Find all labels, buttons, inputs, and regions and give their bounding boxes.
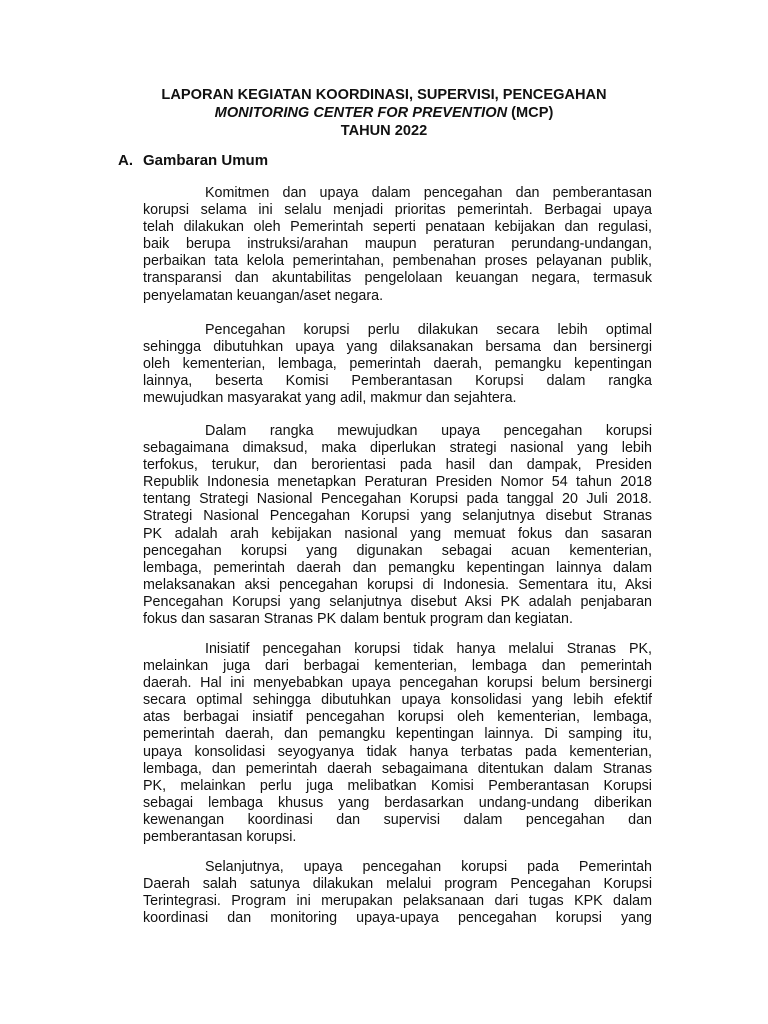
paragraph-line: lembaga, dan pemerintah daerah sebagaimana ditentukan dalam Stranas xyxy=(143,760,652,777)
section-heading-text: Gambaran Umum xyxy=(143,152,269,169)
paragraph-line: perbaikan tata kelola pemerintahan, pembenahan proses pelayanan publik, xyxy=(143,253,652,270)
paragraph-line: terfokus, terukur, dan berorientasi pada hasil dan dampak, Presiden xyxy=(143,457,652,474)
paragraph-line: atas berbagai insiatif pencegahan korupsi oleh kementerian, lembaga, xyxy=(143,709,652,726)
paragraph-line: Dalam rangka mewujudkan upaya pencegahan korupsi xyxy=(205,423,652,439)
paragraph-line: Strategi Nasional Pencegahan Korupsi yang selanjutnya disebut Stranas xyxy=(143,508,652,525)
title-line-3: TAHUN 2022 xyxy=(340,123,428,139)
paragraph xyxy=(143,859,652,927)
paragraph-line: PK, melainkan perlu juga melibatkan Komisi Pemberantasan Korupsi xyxy=(143,777,652,794)
paragraph xyxy=(143,322,652,407)
paragraph-line: Pencegahan Korupsi yang selanjutnya disebut Aksi PK adalah penjabaran xyxy=(143,593,652,610)
paragraph-line: Selanjutnya, upaya pencegahan korupsi pada Pemerintah xyxy=(205,859,652,875)
section-letter: A. xyxy=(118,152,133,169)
title-line-1: LAPORAN KEGIATAN KOORDINASI, SUPERVISI, PENCEGAHAN xyxy=(161,87,607,103)
section-heading xyxy=(118,152,268,170)
paragraph-line: mewujudkan masyarakat yang adil, makmur dan sejahtera. xyxy=(143,390,517,407)
paragraph-line: sebagaimana dimaksud, maka diperlukan strategi nasional yang lebih xyxy=(143,440,652,457)
paragraph-line: sehingga dibutuhkan upaya yang dilaksanakan bersama dan bersinergi xyxy=(143,339,652,356)
paragraph-line: fokus dan sasaran Stranas PK dalam bentuk program dan kegiatan. xyxy=(143,611,573,628)
paragraph-line: korupsi selama ini selalu menjadi prioritas pemerintah. Berbagai upaya xyxy=(143,202,652,219)
paragraph xyxy=(143,185,652,305)
paragraph-line: lembaga, pemerintah daerah dan pemangku kepentingan lainnya dalam xyxy=(143,559,652,576)
paragraph xyxy=(143,423,652,628)
paragraph-line: pemerintah daerah, dan pemangku kepentingan lainnya. Di samping itu, xyxy=(143,726,652,743)
paragraph xyxy=(143,641,652,846)
paragraph-line: Komitmen dan upaya dalam pencegahan dan pemberantasan xyxy=(205,185,652,201)
paragraph-line: oleh kementerian, lembaga, pemerintah daerah, pemangku kepentingan xyxy=(143,356,652,373)
paragraph-line: PK adalah arah kebijakan nasional yang memuat fokus dan sasaran xyxy=(143,525,652,542)
paragraph-line: pemberantasan korupsi. xyxy=(143,829,297,846)
paragraph-line: pencegahan korupsi yang digunakan sebagai acuan kementerian, xyxy=(143,542,652,559)
paragraph-line: daerah. Hal ini menyebabkan upaya pencegahan korupsi belum bersinergi xyxy=(143,675,652,692)
paragraph-line: Inisiatif pencegahan korupsi tidak hanya melalui Stranas PK, xyxy=(205,641,652,657)
paragraph-line: Terintegrasi. Program ini merupakan pelaksanaan dari tugas KPK dalam xyxy=(143,893,652,910)
paragraph-line: transparansi dan akuntabilitas pengelolaan keuangan negara, termasuk xyxy=(143,270,652,287)
paragraph-line: lainnya, beserta Komisi Pemberantasan Korupsi dalam rangka xyxy=(143,373,652,390)
title-line-2-rest: (MCP) xyxy=(507,105,554,121)
document-title xyxy=(0,86,768,140)
paragraph-line: melaksanakan aksi pencegahan korupsi di Indonesia. Sementara itu, Aksi xyxy=(143,576,652,593)
paragraph-line: Republik Indonesia menetapkan Peraturan Presiden Nomor 54 tahun 2018 xyxy=(143,474,652,491)
paragraph-line: Daerah salah satunya dilakukan melalui program Pencegahan Korupsi xyxy=(143,876,652,893)
paragraph-line: Pencegahan korupsi perlu dilakukan secara lebih optimal xyxy=(205,322,652,338)
paragraph-line: kewenangan koordinasi dan supervisi dalam pencegahan dan xyxy=(143,811,652,828)
paragraph-line: secara optimal sehingga dibutuhkan upaya konsolidasi yang lebih efektif xyxy=(143,692,652,709)
paragraph-line: baik berupa instruksi/arahan maupun peraturan perundang-undangan, xyxy=(143,236,652,253)
paragraph-line: telah dilakukan oleh Pemerintah seperti penataan kebijakan dan regulasi, xyxy=(143,219,652,236)
title-line-2-italic: MONITORING CENTER FOR PREVENTION xyxy=(214,105,508,121)
paragraph-line: upaya konsolidasi seyogyanya tidak hanya terbatas pada kementerian, xyxy=(143,743,652,760)
paragraph-line: koordinasi dan monitoring upaya-upaya pencegahan korupsi yang xyxy=(143,910,652,927)
paragraph-line: melainkan juga dari berbagai kementerian, lembaga dan pemerintah xyxy=(143,658,652,675)
paragraph-line: penyelamatan keuangan/aset negara. xyxy=(143,287,384,304)
paragraph-line: tentang Strategi Nasional Pencegahan Korupsi pada tanggal 20 Juli 2018. xyxy=(143,491,652,508)
title-line-2 xyxy=(0,104,768,122)
paragraph-line: sebagai lembaga khusus yang berdasarkan undang-undang diberikan xyxy=(143,794,652,811)
